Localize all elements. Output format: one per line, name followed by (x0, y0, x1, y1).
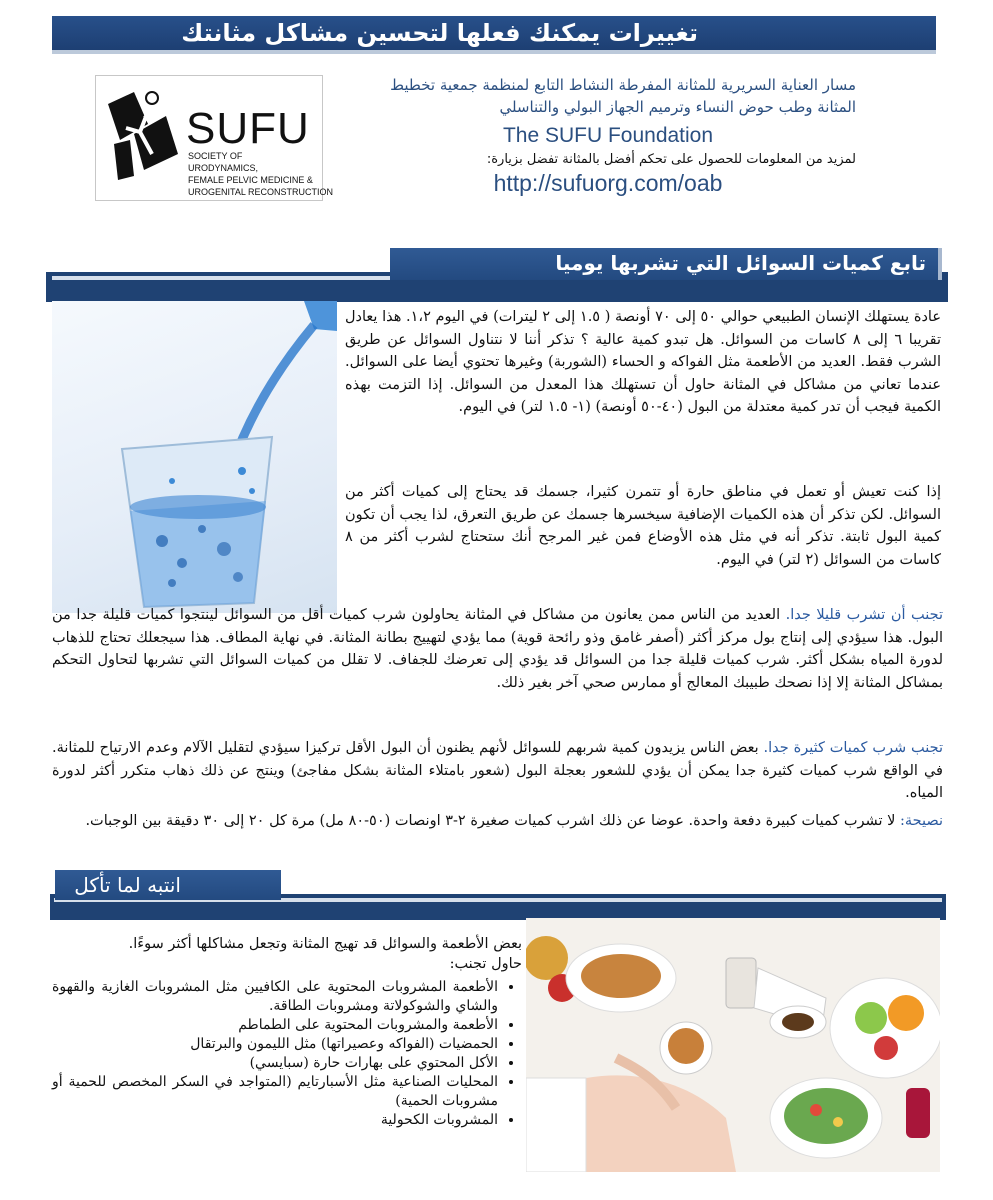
page-title-bar (52, 16, 936, 54)
sufu-info (360, 74, 856, 197)
list-item: • الأكل المحتوي على بهارات حارة (سبايسي) (52, 1054, 498, 1073)
food-intro: بعض الأطعمة والسوائل قد تهيج المثانة وتجعل مشاكلها أكثر سوءًا. حاول تجنب: (128, 936, 522, 972)
website-link[interactable]: http://sufuorg.com/oab (493, 170, 723, 196)
fluids-paragraph-5 (52, 810, 943, 833)
sufu-logo (95, 75, 334, 201)
list-item: • الأطعمة والمشروبات المحتوية على الطماطم (52, 1016, 498, 1035)
sufu-emblem-icon (104, 84, 184, 184)
avoid-too-little-text: العديد من الناس ممن يعانون من مشاكل في المثانة يحاولون شرب كميات أقل من السوائل لينتجوا كميات قليلة جدا من البول. هذا سيؤدي إلى إنتاج بول مركز أكثر (أصفر غامق وذو رائحة قوية) مما يؤدي لتهييج بطانة المثانة. في نهاية المطاف. هذا سيجعلك تحتاج للذهاب لدورة المياه بشكل أكثر. شرب كميات قليلة جدا من السوائل قد يؤدي إلى تعرضك للجفاف. لا تقلل من كميات السوائل التي تشربها لتحاول التحكم بمشاكل المثانة إلا إذا نصحك طبيبك المعالج أو ممارس صحي آخر بغير ذلك. (52, 607, 943, 691)
tip-text: لا تشرب كميات كبيرة دفعة واحدة. عوضا عن ذلك اشرب كميات صغيرة ٢-٣ اونصات (٥٠-٨٠ مل) مرة كل ٢٠ إلى ٣٠ دقيقة بين الوجبات. (85, 813, 896, 829)
avoid-too-much-text: بعض الناس يزيدون كمية شربهم للسوائل لأنهم يظنون أن البول الأقل تركيزا سيؤدي لتقليل الآلام وعدم الارتياح للمثانة. في الواقع شرب كميات كثيرة جدا يمكن أن يؤدي للشعور بعجلة البول (شعور بامتلاء المثانة بشكل مفاجئ) وينتج عن ذلك ذهاب متكرر أكثر لدورة المياه. (52, 740, 943, 802)
list-item: • المحليات الصناعية مثل الأسبارتايم (المتواجد في السكر المخصص للحمية أو مشروبات الحمية) (52, 1073, 498, 1111)
list-item: • الحمضيات (الفواكه وعصيراتها) مثل الليمون والبرتقال (52, 1035, 498, 1054)
care-pathway-text: مسار العناية السريرية للمثانة المفرطة النشاط التابع لمنظمة جمعية تخطيط المثانة وطب حوض النساء وترميم الجهاز البولي والتناسلي (390, 76, 856, 116)
list-item: • الأطعمة المشروبات المحتوية على الكافيين مثل المشروبات الغازية والقهوة والشاي والشوكولاتة ومشروبات الطاقة. (52, 978, 498, 1016)
fluids-paragraph-1: عادة يستهلك الإنسان الطبيعي حوالي ٥٠ إلى ٧٠ أونصة ( ١.٥ إلى ٢ ليترات) في اليوم ١،٢. هذا يعادل تقريبا ٦ إلى ٨ كاسات من السوائل. هل تبدو كمية عالية ؟ تذكر أننا لا نتناول السوائل عن طريق الشرب فقط. العديد من الأطعمة مثل الفواكه و الحساء (الشوربة) وغيرها تحتوي أيضا على السوائل. عندما تعاني من مشاكل في المثانة حاول أن تستهلك هذا المعدل من السوائل. إذا التزمت بهذه الكمية فيجب أن تدر كمية معتدلة من البول (٤٠-٥٠ أونصة) (١- ١.٥ لتر) في اليوم. (345, 309, 941, 416)
fluids-paragraph-4 (52, 737, 943, 805)
tip-label: نصيحة: (899, 813, 943, 829)
foundation-name: The SUFU Foundation (502, 124, 714, 147)
section-heading-food: انتبه لما تأكل (55, 870, 281, 900)
avoid-food-list (52, 978, 522, 1130)
avoid-too-much-label: تجنب شرب كميات كثيرة جدا. (763, 740, 943, 756)
food-table-image (526, 918, 940, 1172)
fluids-paragraph-2: إذا كنت تعيش أو تعمل في مناطق حارة أو تتمرن كثيرا، جسمك قد يحتاج إلى كميات أكثر من السوائل. لكن تذكر أن هذه الكميات الإضافية سيخسرها جسمك عن طريق التعرق، لذا يجب أن تكون كمية البول ثابتة. تذكر أنه في مثل هذه الأوضاع فمن غير المرجح أنك ستحتاج لشرب أكثر من ٨ كاسات من السوائل (٢ لتر) في اليوم. (345, 484, 941, 568)
logo-subtitle: SOCIETY OF URODYNAMICS, FEMALE PELVIC MEDICINE & UROGENITAL RECONSTRUCTION (188, 151, 334, 197)
fluids-paragraph-3 (52, 604, 943, 694)
page-title: تغييرات يمكنك فعلها لتحسين مشاكل مثانتك (181, 19, 698, 47)
section-heading-fluids: تابع كميات السوائل التي تشربها يوميا (390, 248, 942, 280)
water-glass-image (52, 301, 337, 613)
more-info-text: لمزيد من المعلومات للحصول على تحكم أفضل بالمثانة تفضل بزيارة: (486, 152, 856, 167)
avoid-too-little-label: تجنب أن تشرب قليلا جدا. (785, 607, 944, 623)
list-item: • المشروبات الكحولية (52, 1111, 498, 1130)
logo-wordmark: SUFU (186, 104, 310, 153)
